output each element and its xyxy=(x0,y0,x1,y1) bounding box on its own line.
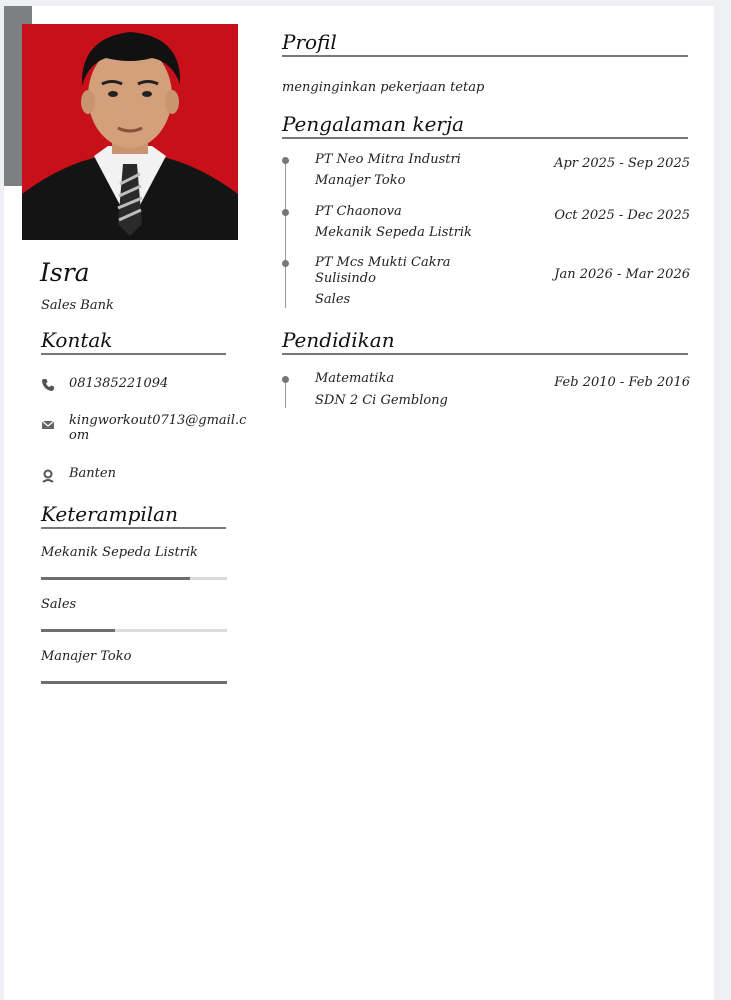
timeline-dot xyxy=(282,157,289,164)
profile-summary: menginginkan pekerjaan tetap xyxy=(282,80,485,95)
experience-timeline xyxy=(285,158,286,308)
school-name: SDN 2 Ci Gemblong xyxy=(315,393,448,408)
timeline-dot xyxy=(282,376,289,383)
section-heading-profile: Profil xyxy=(282,30,688,57)
profile-photo xyxy=(22,24,238,240)
job-role: Mekanik Sepeda Listrik xyxy=(315,225,472,240)
skill-name: Manajer Toko xyxy=(41,649,132,664)
period: Feb 2010 - Feb 2016 xyxy=(554,375,690,390)
skill-item xyxy=(41,649,227,664)
location-text: Banten xyxy=(69,466,116,481)
section-heading-contact: Kontak xyxy=(41,328,226,355)
email-icon xyxy=(41,418,55,432)
skill-item xyxy=(41,545,227,560)
job-role: Manajer Toko xyxy=(315,173,406,188)
job-title: Sales Bank xyxy=(41,298,114,313)
section-heading-skills: Keterampilan xyxy=(41,502,226,529)
period: Apr 2025 - Sep 2025 xyxy=(554,156,690,171)
company-name: PT Chaonova xyxy=(315,204,402,219)
location-icon xyxy=(41,469,55,483)
skill-level-bar xyxy=(41,629,227,632)
section-heading-education: Pendidikan xyxy=(282,328,688,355)
skill-name: Sales xyxy=(41,597,77,612)
company-name: PT Mcs Mukti Cakra Sulisindo xyxy=(315,255,451,286)
skill-level-bar xyxy=(41,681,227,684)
company-name: PT Neo Mitra Industri xyxy=(315,152,461,167)
period: Jan 2026 - Mar 2026 xyxy=(554,267,690,282)
skill-level-fill xyxy=(41,681,227,684)
person-name: Isra xyxy=(40,258,90,287)
section-heading-experience: Pengalaman kerja xyxy=(282,112,688,139)
phone-icon xyxy=(41,378,55,392)
field-of-study: Matematika xyxy=(315,371,395,386)
period: Oct 2025 - Dec 2025 xyxy=(554,208,690,223)
skill-level-fill xyxy=(41,577,190,580)
skill-level-fill xyxy=(41,629,115,632)
skill-level-bar xyxy=(41,577,227,580)
timeline-dot xyxy=(282,209,289,216)
skill-item xyxy=(41,597,227,612)
email-address: kingworkout0713@gmail.com xyxy=(69,413,247,443)
skill-name: Mekanik Sepeda Listrik xyxy=(41,545,198,560)
job-role: Sales xyxy=(315,292,351,307)
timeline-dot xyxy=(282,260,289,267)
phone-number: 081385221094 xyxy=(69,376,169,391)
